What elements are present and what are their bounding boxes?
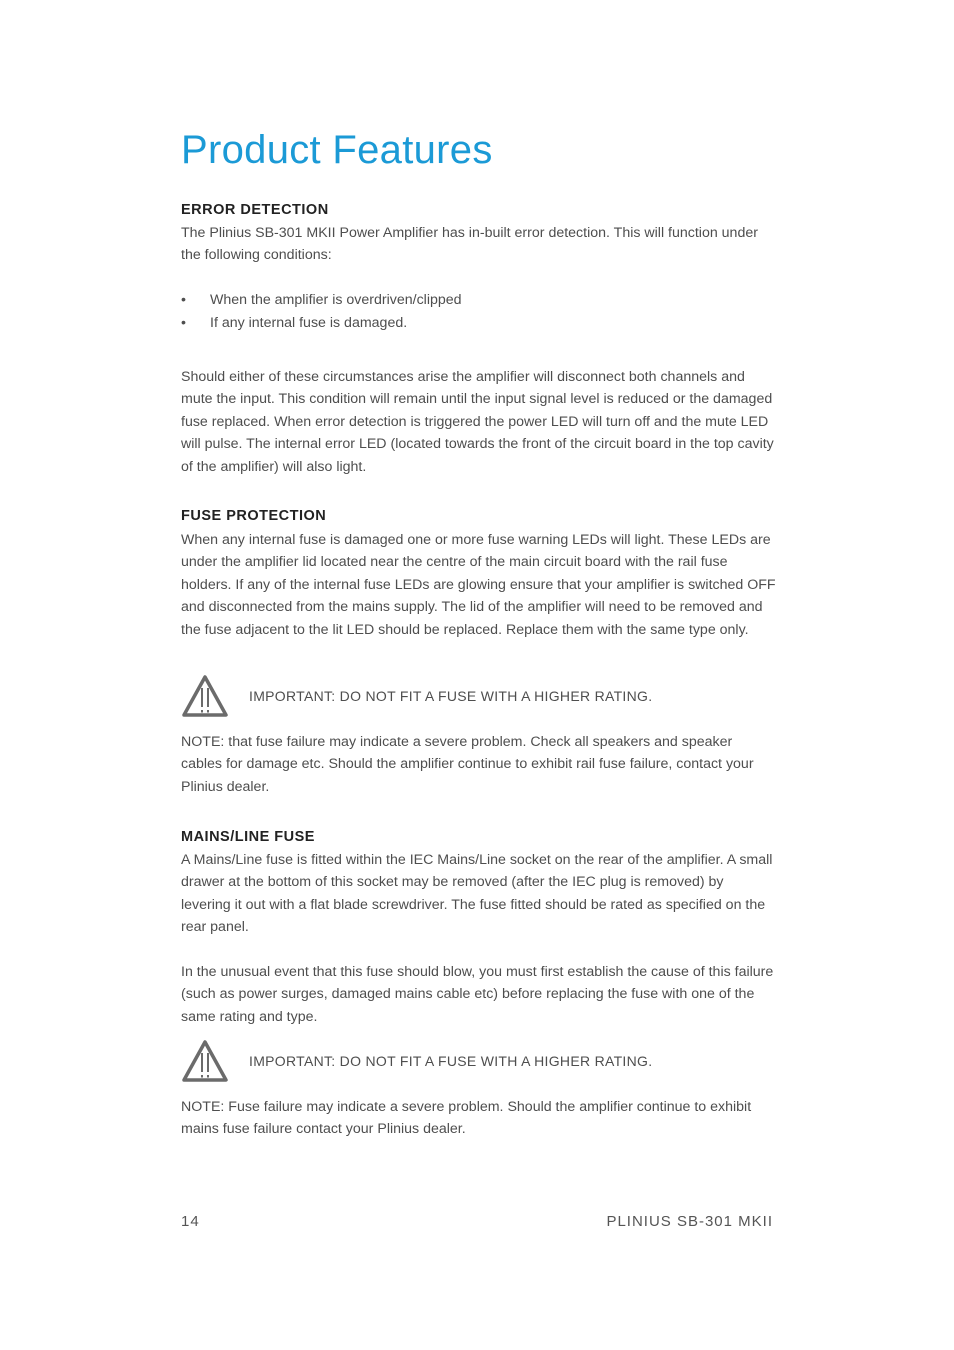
- warning-triangle-icon: [181, 674, 229, 718]
- mains-fuse-body-1: A Mains/Line fuse is fitted within the IEC Mains/Line socket on the rear of the amplifier. A small drawer at the bottom of this socket may be removed (after the IEC plug is removed) by levering it out with a flat blade screwdriver. The fuse fitted should be rated as specified on the rear panel.: [181, 852, 773, 936]
- page-title: Product Features: [181, 128, 493, 172]
- fuse-protection-heading: FUSE PROTECTION: [181, 508, 327, 524]
- fuse-protection-warning: [181, 674, 773, 720]
- warning-triangle-icon: [181, 1039, 229, 1083]
- bullet-glyph: •: [181, 292, 186, 308]
- mains-fuse-note: NOTE: Fuse failure may indicate a severe problem. Should the amplifier continue to exhibit mains fuse failure contact your Plinius dealer.: [181, 1099, 752, 1138]
- error-detection-heading: ERROR DETECTION: [181, 202, 329, 218]
- error-conditions-list: [181, 289, 462, 335]
- error-detection-body: Should either of these circumstances arise the amplifier will disconnect both channels and mute the input. This condition will remain until the input signal level is reduced or the damaged fuse replaced. When error detection is triggered the power LED will turn off and the mute LED will pulse. The internal error LED (located towards the front of the circuit board in the top cavity of the amplifier) will also light.: [181, 369, 774, 475]
- error-detection-intro: The Plinius SB-301 MKII Power Amplifier has in-built error detection. This will function under the following conditions:: [181, 225, 758, 264]
- list-item: [181, 289, 462, 312]
- fuse-protection-body: When any internal fuse is damaged one or more fuse warning LEDs will light. These LEDs are under the amplifier lid located near the centre of the main circuit board with the rail fuse holders. If any of the internal fuse LEDs are glowing ensure that your amplifier is switched OFF and disconnected from the mains supply. The lid of the amplifier will need to be removed and the fuse adjacent to the lit LED should be replaced. Replace them with the same type only.: [181, 532, 776, 638]
- product-name: PLINIUS SB-301 MKII: [606, 1213, 773, 1230]
- list-item: [181, 312, 462, 335]
- list-item-text: When the amplifier is overdriven/clipped: [210, 292, 462, 308]
- list-item-text: If any internal fuse is damaged.: [210, 315, 408, 331]
- mains-fuse-body-2: In the unusual event that this fuse should blow, you must first establish the cause of this failure (such as power surges, damaged mains cable etc) before replacing the fuse with one of the same rating and type.: [181, 964, 774, 1025]
- bullet-glyph: •: [181, 315, 186, 331]
- mains-fuse-warning: [181, 1039, 773, 1085]
- mains-fuse-heading: MAINS/LINE FUSE: [181, 829, 315, 845]
- warning-text: IMPORTANT: DO NOT FIT A FUSE WITH A HIGHER RATING.: [249, 688, 653, 704]
- page-number: 14: [181, 1213, 200, 1230]
- fuse-protection-note: NOTE: that fuse failure may indicate a severe problem. Check all speakers and speaker cables for damage etc. Should the amplifier continue to exhibit rail fuse failure, contact your Plinius dealer.: [181, 734, 754, 795]
- warning-text: IMPORTANT: DO NOT FIT A FUSE WITH A HIGHER RATING.: [249, 1053, 653, 1069]
